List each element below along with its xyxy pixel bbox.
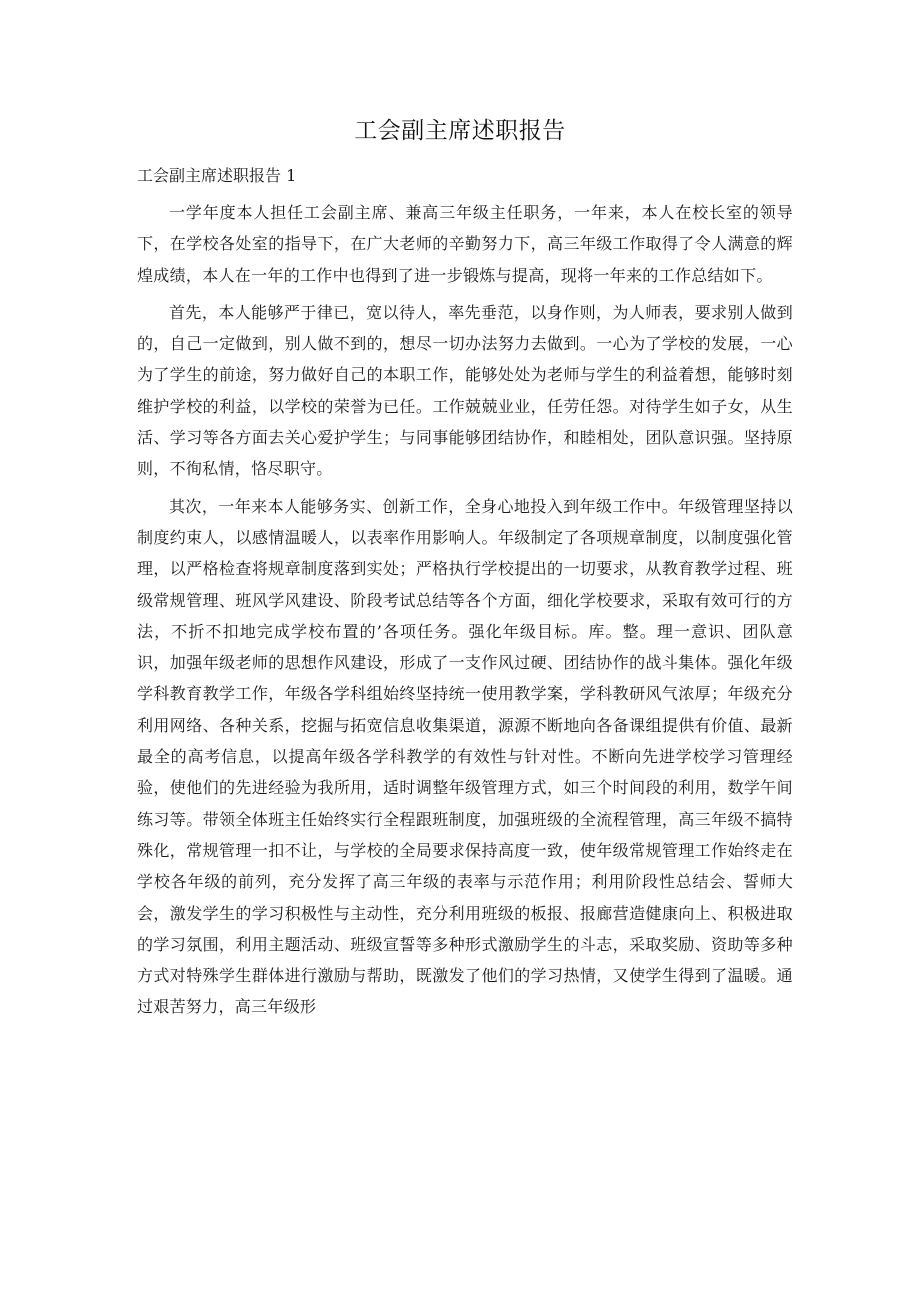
document-subtitle: 工会副主席述职报告 1 bbox=[137, 166, 297, 185]
paragraph-3: 其次，一年来本人能够务实、创新工作，全身心地投入到年级工作中。年级管理坚持以制度约束人，以感情温暖人，以表率作用影响人。年级制定了各项规章制度，以制度强化管理，以严格检查将规章制度落到实处；严格执行学校提出的一切要求，从教育教学过程、班级常规管理、班风学风建设、阶段考试总结等各个方面，细化学校要求，采取有效可行的方法，不折不扣地完成学校布置的’各项任务。强化年级目标。库。整。理一意识、团队意识，加强年级老师的思想作风建设，形成了一支作风过硬、团结协作的战斗集体。强化年级学科教育教学工作，年级各学科组始终坚持统一使用教学案，学科教研风气浓厚；年级充分利用网络、各种关系，挖掘与拓宽信息收集渠道，源源不断地向各备课组提供有价值、最新最全的高考信息，以提高年级各学科教学的有效性与针对性。不断向先进学校学习管理经验，使他们的先进经验为我所用，适时调整年级管理方式，如三个时间段的利用，数学午间练习等。带领全体班主任始终实行全程跟班制度，加强班级的全流程管理，高三年级不搞特殊化，常规管理一扣不让，与学校的全局要求保持高度一致，使年级常规管理工作始终走在学校各年级的前列，充分发挥了高三年级的表率与示范作用；利用阶段性总结会、誓师大会，激发学生的学习积极性与主动性，充分利用班级的板报、报廊营造健康向上、积极进取的学习氛围，利用主题活动、班级宣誓等多种形式激励学生的斗志，采取奖励、资助等多种方式对特殊学生群体进行激励与帮助，既激发了他们的学习热情，又使学生得到了温暖。通过艰苦努力，高三年级形 bbox=[137, 496, 793, 1017]
paragraph-2: 首先，本人能够严于律已，宽以待人，率先垂范，以身作则，为人师表，要求别人做到的，自己一定做到，别人做不到的，想尽一切办法努力去做到。一心为了学校的发展，一心为了学生的前途，努力做好自己的本职工作，能够处处为老师与学生的利益着想，能够时刻维护学校的利益，以学校的荣誉为已任。工作兢兢业业，任劳任怨。对待学生如子女，从生活、学习等各方面去关心爱护学生；与同事能够团结协作，和睦相处，团队意识强。坚持原则，不徇私情，恪尽职守。 bbox=[137, 302, 793, 479]
paragraph-1: 一学年度本人担任工会副主席、兼高三年级主任职务，一年来，本人在校长室的领导下，在学校各处室的指导下，在广大老师的辛勤努力下，高三年级工作取得了令人满意的辉煌成绩，本人在一年的工作中也得到了进一步锻炼与提高，现将一年来的工作总结如下。 bbox=[137, 203, 793, 285]
document-title: 工会副主席述职报告 bbox=[354, 118, 566, 144]
document-body bbox=[137, 197, 793, 1029]
